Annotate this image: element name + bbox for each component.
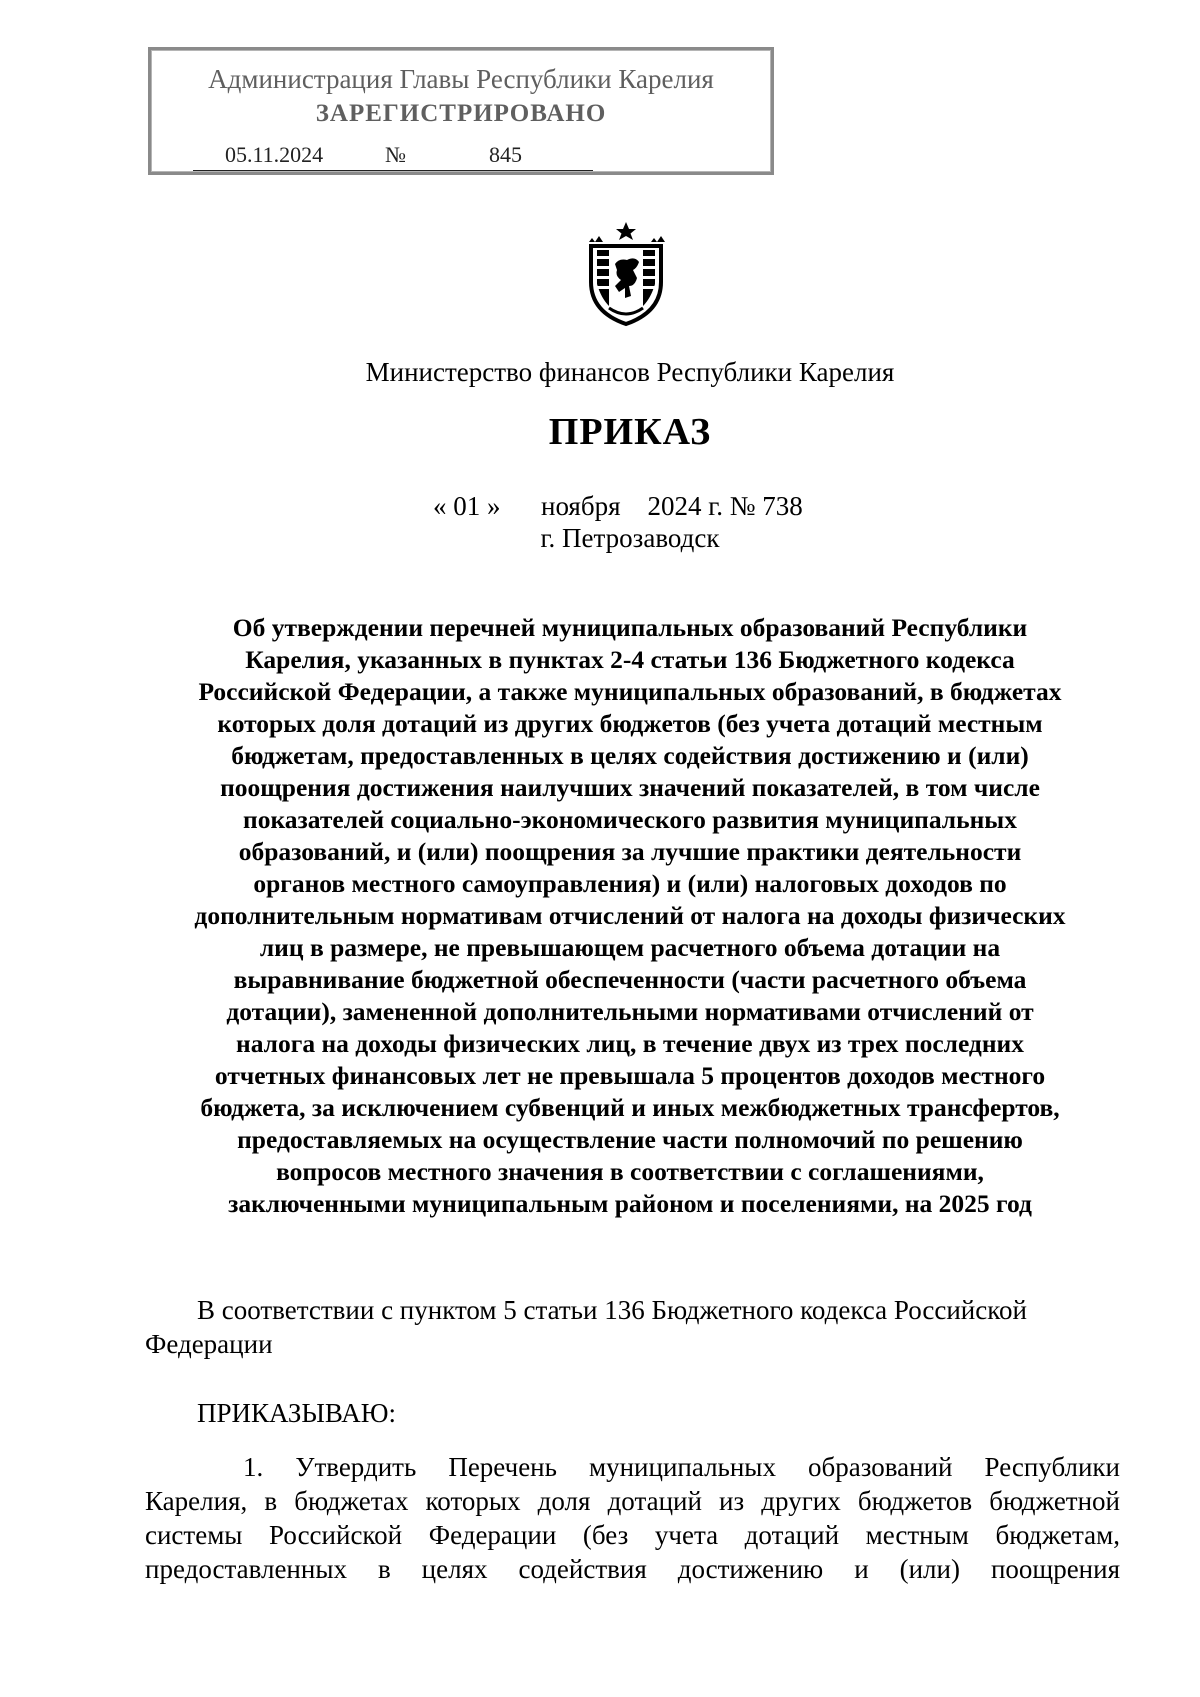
subject-line: налога на доходы физических лиц, в течение двух из трех последних	[236, 1029, 1024, 1058]
subject-line: которых доля дотаций из других бюджетов (без учета дотаций местным	[217, 709, 1043, 738]
stamp-number: 845	[489, 142, 522, 167]
subject-line: бюджета, за исключением субвенций и иных межбюджетных трансфертов,	[200, 1093, 1060, 1122]
stamp-registration-row	[193, 142, 593, 171]
subject-line: дополнительным нормативам отчислений от налога на доходы физических	[194, 901, 1066, 930]
subject-line: заключенными муниципальным районом и поселениями, на 2025 год	[228, 1189, 1032, 1218]
subject-line: показателей социально-экономического развития муниципальных	[243, 805, 1017, 834]
subject-line: предоставляемых на осуществление части полномочий по решению	[237, 1125, 1023, 1154]
item-line: предоставленных в целях содействия достижению и (или) поощрения	[145, 1554, 1120, 1584]
subject-line: поощрения достижения наилучших значений показателей, в том числе	[220, 773, 1040, 802]
subject-line: Об утверждении перечней муниципальных образований Республики	[232, 613, 1028, 642]
registration-stamp	[148, 47, 774, 175]
basis-line: В соответствии с пунктом 5 статьи 136 Бюджетного кодекса Российской	[197, 1295, 1027, 1325]
ministry-name: Министерство финансов Республики Карелия	[365, 357, 895, 387]
subject-line: бюджетам, предоставленных в целях содействия достижению и (или)	[231, 741, 1029, 770]
item-line: Карелия, в бюджетах которых доля дотаций из других бюджетов бюджетной	[145, 1486, 1120, 1516]
city-name: г. Петрозаводск	[540, 523, 720, 553]
subject-line: лиц в размере, не превышающем расчетного объема дотации на	[259, 933, 1001, 962]
order-date-number: « 01 » ноября 2024 г. № 738	[433, 491, 803, 521]
item-line: системы Российской Федерации (без учета дотаций местным бюджетам,	[145, 1520, 1120, 1550]
order-subject	[140, 612, 1120, 1220]
item-line: 1. Утвердить Перечень муниципальных образований Республики	[243, 1452, 1120, 1482]
document-type-title: ПРИКАЗ	[548, 411, 712, 453]
basis-line: Федерации	[145, 1329, 273, 1359]
subject-line: Российской Федерации, а также муниципальных образований, в бюджетах	[198, 677, 1062, 706]
order-directive: ПРИКАЗЫВАЮ:	[197, 1398, 396, 1428]
stamp-registered-label: ЗАРЕГИСТРИРОВАНО	[315, 100, 607, 127]
subject-line: образований, и (или) поощрения за лучшие практики деятельности	[238, 837, 1022, 866]
subject-line: Карелия, указанных в пунктах 2-4 статьи 136 Бюджетного кодекса	[245, 645, 1015, 674]
stamp-number-sign: №	[385, 142, 406, 167]
legal-basis-paragraph	[145, 1293, 1120, 1361]
subject-line: отчетных финансовых лет не превышала 5 процентов доходов местного	[214, 1061, 1046, 1090]
karelia-coat-of-arms-icon	[581, 220, 671, 328]
subject-line: выравнивание бюджетной обеспеченности (части расчетного объема	[233, 965, 1027, 994]
stamp-authority: Администрация Главы Республики Карелия	[208, 64, 714, 94]
subject-line: органов местного самоуправления) и (или) налоговых доходов по	[253, 869, 1007, 898]
stamp-date: 05.11.2024	[225, 142, 324, 167]
subject-line: дотации), замененной дополнительными нормативами отчислений от	[226, 997, 1034, 1026]
subject-line: вопросов местного значения в соответствии с соглашениями,	[276, 1157, 984, 1186]
order-item-1	[145, 1450, 1120, 1586]
